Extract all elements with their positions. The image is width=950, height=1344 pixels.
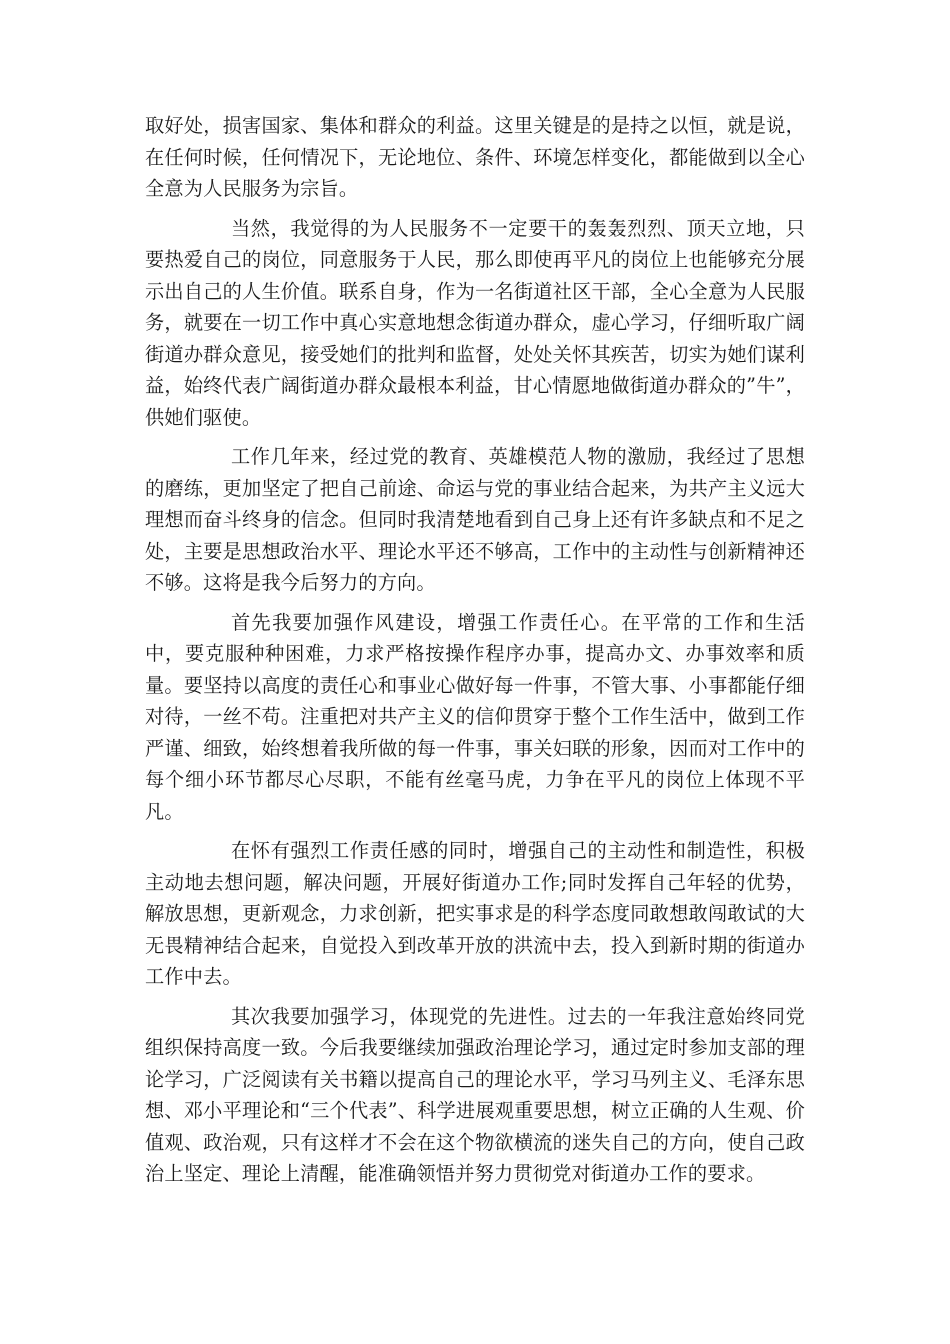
paragraph-6: 其次我要加强学习，体现党的先进性。过去的一年我注意始终同党组织保持高度一致。今后我要继续加强政治理论学习，通过定时参加支部的理论学习，广泛阅读有关书籍以提高自己的理论水平，学习马列主义、毛泽东思想、邓小平理论和“三个代表”、科学进展观重要思想，树立正确的人生观、价值观、政治观，只有这样才不会在这个物欲横流的迷失自己的方向，使自己政治上坚定、理论上清醒，能准确领悟并努力贯彻党对街道办工作的要求。	[145, 1004, 805, 1185]
paragraph-5: 在怀有强烈工作责任感的同时，增强自己的主动性和制造性，积极主动地去想问题，解决问题，开展好街道办工作;同时发挥自己年轻的优势，解放思想，更新观念，力求创新，把实事求是的科学态度同敢想敢闯敢试的大无畏精神结合起来，自觉投入到改革开放的洪流中去，投入到新时期的街道办工作中去。	[145, 839, 805, 988]
paragraph-3: 工作几年来，经过党的教育、英雄模范人物的激励，我经过了思想的磨练，更加坚定了把自己前途、命运与党的事业结合起来，为共产主义远大理想而奋斗终身的信念。但同时我清楚地看到自己身上还有许多缺点和不足之处，主要是思想政治水平、理论水平还不够高，工作中的主动性与创新精神还不够。这将是我今后努力的方向。	[145, 445, 805, 594]
document-page	[145, 110, 805, 1198]
paragraph-4: 首先我要加强作风建设，增强工作责任心。在平常的工作和生活中，要克服种种困难，力求严格按操作程序办事，提高办文、办事效率和质量。要坚持以高度的责任心和事业心做好每一件事，不管大事、小事都能仔细对待，一丝不苟。注重把对共产主义的信仰贯穿于整个工作生活中，做到工作严谨、细致，始终想着我所做的每一件事，事关妇联的形象，因而对工作中的每个细小环节都尽心尽职，不能有丝毫马虎，力争在平凡的岗位上体现不平凡。	[145, 610, 805, 823]
paragraph-2: 当然，我觉得的为人民服务不一定要干的轰轰烈烈、顶天立地，只要热爱自己的岗位，同意服务于人民，那么即使再平凡的岗位上也能够充分展示出自己的人生价值。联系自身，作为一名街道社区干部，全心全意为人民服务，就要在一切工作中真心实意地想念街道办群众，虚心学习，仔细听取广阔街道办群众意见，接受她们的批判和监督，处处关怀其疾苦，切实为她们谋利益，始终代表广阔街道办群众最根本利益，甘心情愿地做街道办群众的”牛”，供她们驱使。	[145, 216, 805, 429]
paragraph-1: 取好处，损害国家、集体和群众的利益。这里关键是的是持之以恒，就是说，在任何时候，任何情况下，无论地位、条件、环境怎样变化，都能做到以全心全意为人民服务为宗旨。	[145, 114, 805, 200]
